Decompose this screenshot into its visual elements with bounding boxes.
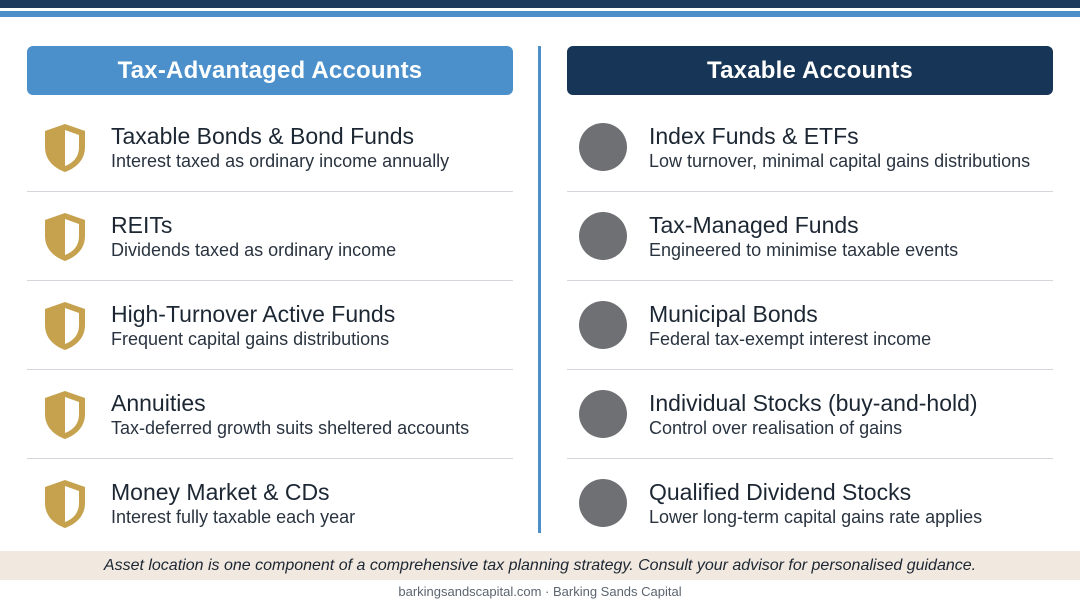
list-item xyxy=(27,192,513,281)
list-item xyxy=(27,281,513,370)
gray-circle-icon xyxy=(579,390,627,438)
item-description: Engineered to minimise taxable events xyxy=(649,240,959,260)
item-description: Frequent capital gains distributions xyxy=(111,329,390,349)
list-item xyxy=(567,103,1053,192)
tax-advantaged-header-label: Tax-Advantaged Accounts xyxy=(117,56,423,84)
gray-circle-icon xyxy=(579,212,627,260)
item-title: Money Market & CDs xyxy=(111,479,330,505)
item-description: Dividends taxed as ordinary income xyxy=(111,240,397,260)
taxable-header-label: Taxable Accounts xyxy=(707,56,913,84)
shield-icon xyxy=(41,122,89,174)
item-title: Tax-Managed Funds xyxy=(649,212,859,238)
shield-icon xyxy=(41,389,89,441)
taxable-list xyxy=(567,103,1053,548)
shield-icon xyxy=(41,211,89,263)
gray-circle-icon xyxy=(579,479,627,527)
gray-circle-icon xyxy=(579,123,627,171)
item-description: Control over realisation of gains xyxy=(649,418,903,438)
list-item xyxy=(567,192,1053,281)
disclaimer-banner xyxy=(0,551,1080,580)
item-description: Federal tax-exempt interest income xyxy=(649,329,932,349)
disclaimer-text: Asset location is one component of a comprehensive tax planning strategy. Consult your advisor for personalised guidance. xyxy=(103,556,977,574)
item-title: REITs xyxy=(111,212,173,238)
item-title: Municipal Bonds xyxy=(649,301,818,327)
column-divider xyxy=(538,46,541,533)
item-description: Interest fully taxable each year xyxy=(111,507,356,527)
tax-advantaged-header xyxy=(27,46,513,95)
list-item xyxy=(567,281,1053,370)
item-title: High-Turnover Active Funds xyxy=(111,301,396,327)
list-item xyxy=(567,370,1053,459)
item-title: Taxable Bonds & Bond Funds xyxy=(111,123,415,149)
item-title: Qualified Dividend Stocks xyxy=(649,479,912,505)
item-description: Tax-deferred growth suits sheltered accounts xyxy=(111,418,470,438)
top-accent-bar-dark xyxy=(0,0,1080,8)
item-title: Individual Stocks (buy-and-hold) xyxy=(649,390,978,416)
item-description: Lower long-term capital gains rate applies xyxy=(649,507,983,527)
footer-credit: barkingsandscapital.com · Barking Sands Capital xyxy=(398,584,682,599)
shield-icon xyxy=(41,478,89,530)
list-item xyxy=(27,459,513,548)
list-item xyxy=(567,459,1053,548)
list-item xyxy=(27,370,513,459)
item-description: Interest taxed as ordinary income annually xyxy=(111,151,450,171)
item-description: Low turnover, minimal capital gains distributions xyxy=(649,151,1031,171)
tax-advantaged-list xyxy=(27,103,513,548)
gray-circle-icon xyxy=(579,301,627,349)
taxable-header xyxy=(567,46,1053,95)
shield-icon xyxy=(41,300,89,352)
top-accent-bar-light xyxy=(0,11,1080,17)
item-title: Index Funds & ETFs xyxy=(649,123,859,149)
item-title: Annuities xyxy=(111,390,206,416)
list-item xyxy=(27,103,513,192)
